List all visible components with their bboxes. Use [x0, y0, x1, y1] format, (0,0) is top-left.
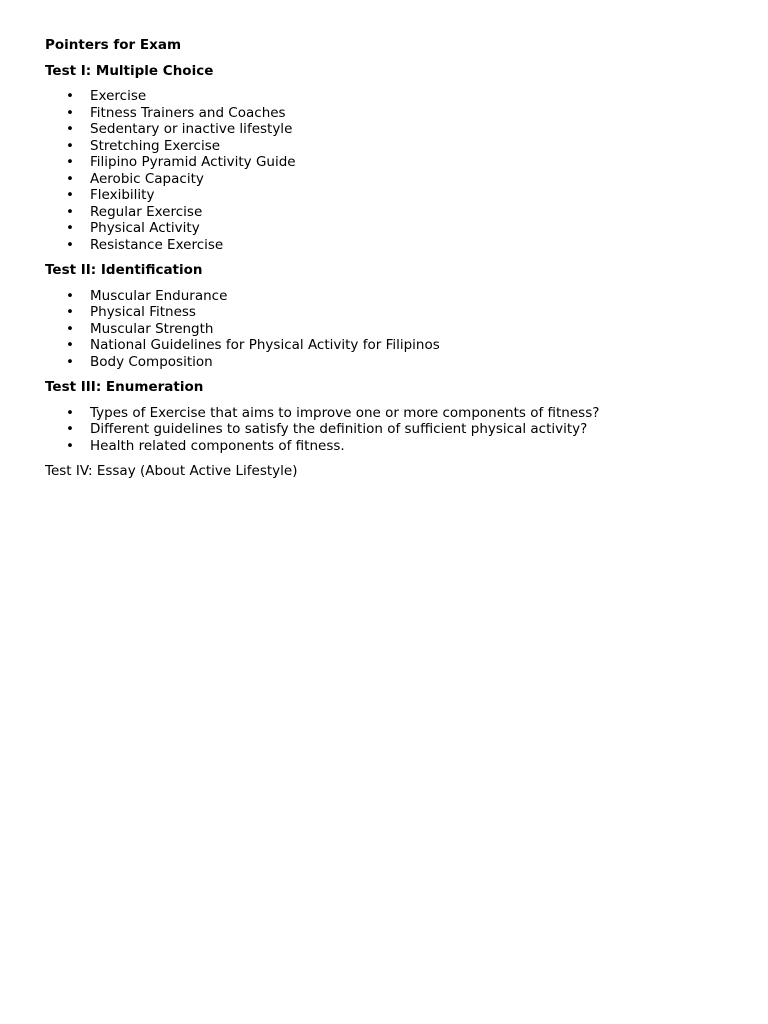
list-item: [45, 405, 735, 422]
list-item-text: Exercise: [90, 88, 147, 104]
list-item-text: Flexibility: [90, 187, 155, 203]
list-item-text: Different guidelines to satisfy the definition of sufficient physical activity?: [90, 421, 588, 437]
list-item: [45, 304, 735, 321]
list-item: [45, 187, 735, 204]
bullet-icon: •: [66, 353, 74, 370]
list-item-text: Stretching Exercise: [90, 137, 221, 154]
section-heading: Test III: Enumeration: [45, 379, 204, 395]
section-test-1: [45, 63, 735, 254]
essay-line: Test IV: Essay (About Active Lifestyle): [45, 463, 298, 479]
list-item-text: National Guidelines for Physical Activity for Filipinos: [90, 337, 440, 353]
bullet-icon: •: [66, 203, 74, 220]
list-item: [45, 105, 735, 122]
list-item: [45, 438, 735, 455]
list-item: [45, 154, 735, 171]
bullet-icon: •: [66, 170, 74, 187]
list-item-text: Resistance Exercise: [90, 236, 224, 253]
list-item-text: Physical Activity: [90, 220, 200, 236]
list-item: [45, 121, 735, 138]
item-list: [45, 88, 735, 253]
bullet-icon: •: [66, 137, 74, 154]
list-item-text: Physical Fitness: [90, 304, 196, 320]
bullet-icon: •: [66, 320, 74, 337]
list-item-text: Muscular Endurance: [90, 287, 228, 304]
list-item-text: Filipino Pyramid Activity Guide: [90, 154, 296, 170]
document-title: Pointers for Exam: [45, 37, 182, 53]
bullet-icon: •: [66, 404, 74, 421]
list-item: [45, 171, 735, 188]
list-item-text: Fitness Trainers and Coaches: [90, 104, 286, 121]
bullet-icon: •: [66, 421, 74, 437]
item-list: [45, 288, 735, 371]
list-item: [45, 237, 735, 254]
list-item: [45, 354, 735, 371]
list-item: [45, 88, 735, 105]
list-item-text: Sedentary or inactive lifestyle: [90, 121, 293, 137]
list-item-text: Types of Exercise that aims to improve one or more components of fitness?: [90, 404, 600, 421]
list-item-text: Body Composition: [90, 353, 213, 370]
item-list: [45, 405, 735, 455]
list-item-text: Aerobic Capacity: [90, 170, 204, 187]
bullet-icon: •: [66, 187, 74, 203]
bullet-icon: •: [66, 104, 74, 121]
bullet-icon: •: [66, 287, 74, 304]
list-item-text: Muscular Strength: [90, 320, 214, 337]
list-item: [45, 321, 735, 338]
list-item: [45, 421, 735, 438]
list-item: [45, 288, 735, 305]
bullet-icon: •: [66, 437, 74, 454]
list-item: [45, 337, 735, 354]
bullet-icon: •: [66, 121, 74, 137]
document-page: [45, 37, 735, 489]
section-heading: Test I: Multiple Choice: [45, 62, 214, 79]
bullet-icon: •: [66, 236, 74, 253]
bullet-icon: •: [66, 337, 74, 353]
bullet-icon: •: [66, 220, 74, 236]
list-item: [45, 204, 735, 221]
section-heading: Test II: Identification: [45, 262, 203, 278]
bullet-icon: •: [66, 88, 74, 104]
section-test-3: [45, 379, 735, 454]
bullet-icon: •: [66, 304, 74, 320]
section-test-2: [45, 262, 735, 370]
list-item: [45, 138, 735, 155]
list-item-text: Regular Exercise: [90, 203, 203, 220]
list-item: [45, 220, 735, 237]
list-item-text: Health related components of fitness.: [90, 437, 345, 454]
bullet-icon: •: [66, 154, 74, 170]
